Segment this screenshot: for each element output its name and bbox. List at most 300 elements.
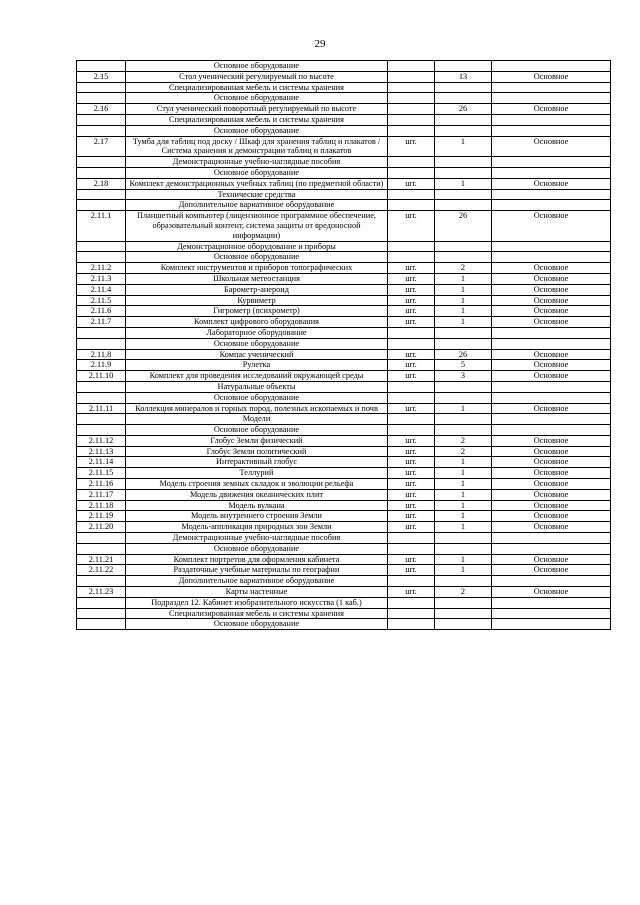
section-empty-cell	[492, 82, 611, 93]
section-row	[77, 576, 611, 587]
section-empty-cell	[77, 241, 126, 252]
table-row	[77, 522, 611, 533]
section-empty-cell	[77, 414, 126, 425]
item-name-cell: Глобус Земли политический	[126, 446, 388, 457]
item-quantity-cell: 13	[435, 71, 492, 82]
table-row	[77, 468, 611, 479]
item-unit-cell: шт.	[388, 178, 435, 189]
item-number-cell: 2.11.23	[77, 587, 126, 598]
item-quantity-cell: 1	[435, 306, 492, 317]
item-unit-cell: шт.	[388, 273, 435, 284]
item-type-cell: Основное	[492, 457, 611, 468]
item-name-cell: Комплект для проведения исследований окружающей среды	[126, 371, 388, 382]
section-empty-cell	[388, 381, 435, 392]
item-unit-cell: шт.	[388, 435, 435, 446]
item-type-cell: Основное	[492, 136, 611, 157]
section-row	[77, 338, 611, 349]
item-unit-cell: шт.	[388, 479, 435, 490]
section-row	[77, 200, 611, 211]
section-empty-cell	[492, 61, 611, 72]
item-unit-cell: шт.	[388, 554, 435, 565]
item-type-cell: Основное	[492, 349, 611, 360]
section-heading: Основное оборудование	[126, 167, 388, 178]
section-empty-cell	[492, 425, 611, 436]
table-row	[77, 500, 611, 511]
item-unit-cell: шт.	[388, 295, 435, 306]
item-number-cell: 2.11.4	[77, 284, 126, 295]
item-quantity-cell: 1	[435, 500, 492, 511]
section-empty-cell	[492, 327, 611, 338]
section-heading: Демонстрационные учебно-наглядные пособия	[126, 157, 388, 168]
section-empty-cell	[492, 597, 611, 608]
table-row	[77, 71, 611, 82]
item-number-cell: 2.11.17	[77, 489, 126, 500]
section-heading: Основное оборудование	[126, 93, 388, 104]
section-empty-cell	[388, 125, 435, 136]
item-quantity-cell: 26	[435, 211, 492, 241]
section-empty-cell	[492, 608, 611, 619]
item-number-cell: 2.11.21	[77, 554, 126, 565]
section-empty-cell	[77, 543, 126, 554]
section-empty-cell	[435, 167, 492, 178]
item-type-cell: Основное	[492, 489, 611, 500]
section-heading: Лабораторное оборудование	[126, 327, 388, 338]
table-row	[77, 457, 611, 468]
item-number-cell: 2.17	[77, 136, 126, 157]
item-quantity-cell: 26	[435, 104, 492, 115]
item-quantity-cell: 1	[435, 317, 492, 328]
section-empty-cell	[388, 252, 435, 263]
section-heading: Основное оборудование	[126, 252, 388, 263]
table-row	[77, 211, 611, 241]
section-row	[77, 414, 611, 425]
section-empty-cell	[388, 93, 435, 104]
section-empty-cell	[435, 576, 492, 587]
section-empty-cell	[435, 425, 492, 436]
item-unit-cell: шт.	[388, 349, 435, 360]
item-type-cell: Основное	[492, 511, 611, 522]
section-empty-cell	[388, 543, 435, 554]
item-unit-cell: шт.	[388, 263, 435, 274]
section-empty-cell	[388, 114, 435, 125]
section-empty-cell	[492, 157, 611, 168]
section-empty-cell	[435, 189, 492, 200]
section-empty-cell	[77, 114, 126, 125]
item-unit-cell: шт.	[388, 489, 435, 500]
section-heading: Специализированная мебель и системы хранения	[126, 82, 388, 93]
section-empty-cell	[77, 576, 126, 587]
item-number-cell: 2.11.6	[77, 306, 126, 317]
item-type-cell: Основное	[492, 435, 611, 446]
item-unit-cell: шт.	[388, 500, 435, 511]
section-empty-cell	[77, 425, 126, 436]
item-unit-cell: шт.	[388, 511, 435, 522]
item-number-cell: 2.11.11	[77, 403, 126, 414]
item-number-cell: 2.11.2	[77, 263, 126, 274]
page-number: 29	[314, 38, 326, 50]
section-empty-cell	[388, 61, 435, 72]
item-quantity-cell: 5	[435, 360, 492, 371]
section-empty-cell	[492, 167, 611, 178]
item-name-cell: Компас ученический	[126, 349, 388, 360]
section-empty-cell	[492, 543, 611, 554]
table-row	[77, 317, 611, 328]
section-empty-cell	[77, 597, 126, 608]
section-row	[77, 125, 611, 136]
item-quantity-cell: 1	[435, 136, 492, 157]
item-unit-cell: шт.	[388, 565, 435, 576]
item-type-cell: Основное	[492, 403, 611, 414]
section-empty-cell	[77, 61, 126, 72]
section-heading: Основное оборудование	[126, 543, 388, 554]
section-row	[77, 327, 611, 338]
table-row	[77, 306, 611, 317]
section-empty-cell	[435, 543, 492, 554]
item-unit-cell: шт.	[388, 522, 435, 533]
item-quantity-cell: 26	[435, 349, 492, 360]
table-row	[77, 435, 611, 446]
section-empty-cell	[492, 93, 611, 104]
section-row	[77, 597, 611, 608]
item-unit-cell: шт.	[388, 284, 435, 295]
section-empty-cell	[435, 414, 492, 425]
section-empty-cell	[77, 189, 126, 200]
section-row	[77, 608, 611, 619]
item-type-cell: Основное	[492, 104, 611, 115]
section-empty-cell	[77, 381, 126, 392]
item-name-cell: Модель движения океанических плит	[126, 489, 388, 500]
item-quantity-cell: 1	[435, 178, 492, 189]
item-name-cell: Комплект инструментов и приборов топографических	[126, 263, 388, 274]
section-empty-cell	[492, 338, 611, 349]
section-empty-cell	[388, 608, 435, 619]
table-row	[77, 371, 611, 382]
item-unit-cell: шт.	[388, 136, 435, 157]
section-empty-cell	[388, 576, 435, 587]
item-name-cell: Комплект демонстрационных учебных таблиц (по предметной области)	[126, 178, 388, 189]
section-empty-cell	[388, 597, 435, 608]
section-empty-cell	[492, 414, 611, 425]
table-row	[77, 178, 611, 189]
item-quantity-cell: 1	[435, 489, 492, 500]
item-type-cell: Основное	[492, 211, 611, 241]
section-row	[77, 425, 611, 436]
item-name-cell: Коллекция минералов и горных пород, полезных ископаемых и почв	[126, 403, 388, 414]
item-number-cell: 2.11.14	[77, 457, 126, 468]
item-type-cell: Основное	[492, 273, 611, 284]
item-type-cell: Основное	[492, 284, 611, 295]
section-heading: Дополнительное вариативное оборудование	[126, 200, 388, 211]
item-name-cell: Школьная метеостанция	[126, 273, 388, 284]
section-row	[77, 392, 611, 403]
section-row	[77, 61, 611, 72]
item-number-cell: 2.11.18	[77, 500, 126, 511]
item-quantity-cell: 2	[435, 435, 492, 446]
table-row	[77, 349, 611, 360]
item-quantity-cell: 1	[435, 468, 492, 479]
section-row	[77, 241, 611, 252]
section-row	[77, 252, 611, 263]
item-quantity-cell: 2	[435, 587, 492, 598]
item-name-cell: Тумба для таблиц под доску / Шкаф для хранения таблиц и плакатов / Система хранения и демонстрации таблиц и плакатов	[126, 136, 388, 157]
item-name-cell: Интерактивный глобус	[126, 457, 388, 468]
section-empty-cell	[77, 338, 126, 349]
item-name-cell: Рулетка	[126, 360, 388, 371]
section-empty-cell	[388, 425, 435, 436]
section-heading: Подраздел 12. Кабинет изобразительного искусства (1 каб.)	[126, 597, 388, 608]
item-unit-cell: шт.	[388, 403, 435, 414]
item-name-cell: Теллурий	[126, 468, 388, 479]
item-number-cell: 2.11.13	[77, 446, 126, 457]
item-quantity-cell: 1	[435, 403, 492, 414]
section-empty-cell	[388, 414, 435, 425]
section-row	[77, 114, 611, 125]
section-row	[77, 167, 611, 178]
item-name-cell: Гигрометр (психрометр)	[126, 306, 388, 317]
item-name-cell: Раздаточные учебные материалы по географии	[126, 565, 388, 576]
item-unit-cell: шт.	[388, 468, 435, 479]
item-number-cell: 2.11.15	[77, 468, 126, 479]
table-row	[77, 565, 611, 576]
item-type-cell: Основное	[492, 479, 611, 490]
item-type-cell: Основное	[492, 263, 611, 274]
item-number-cell: 2.11.5	[77, 295, 126, 306]
section-heading: Основное оборудование	[126, 125, 388, 136]
table-row	[77, 511, 611, 522]
item-type-cell: Основное	[492, 565, 611, 576]
item-number-cell: 2.15	[77, 71, 126, 82]
section-row	[77, 82, 611, 93]
table-row	[77, 273, 611, 284]
item-name-cell: Комплект портретов для оформления кабинета	[126, 554, 388, 565]
item-number-cell: 2.11.20	[77, 522, 126, 533]
table-row	[77, 554, 611, 565]
item-name-cell: Модель вулкана	[126, 500, 388, 511]
section-empty-cell	[435, 241, 492, 252]
item-unit-cell: шт.	[388, 587, 435, 598]
item-name-cell: Модель внутреннего строения Земли	[126, 511, 388, 522]
item-quantity-cell: 1	[435, 554, 492, 565]
section-empty-cell	[435, 327, 492, 338]
item-quantity-cell: 1	[435, 511, 492, 522]
section-empty-cell	[388, 167, 435, 178]
item-type-cell: Основное	[492, 71, 611, 82]
item-name-cell: Комплект цифрового оборудования	[126, 317, 388, 328]
section-empty-cell	[435, 619, 492, 630]
section-empty-cell	[435, 392, 492, 403]
section-empty-cell	[77, 619, 126, 630]
item-quantity-cell: 2	[435, 446, 492, 457]
item-type-cell: Основное	[492, 317, 611, 328]
item-name-cell: Глобус Земли физический	[126, 435, 388, 446]
item-quantity-cell: 1	[435, 457, 492, 468]
table-row	[77, 587, 611, 598]
item-number-cell: 2.11.22	[77, 565, 126, 576]
section-empty-cell	[77, 533, 126, 544]
section-empty-cell	[388, 82, 435, 93]
item-number-cell: 2.11.19	[77, 511, 126, 522]
item-quantity-cell: 1	[435, 565, 492, 576]
item-number-cell: 2.11.9	[77, 360, 126, 371]
item-number-cell: 2.18	[77, 178, 126, 189]
section-empty-cell	[388, 392, 435, 403]
item-type-cell: Основное	[492, 500, 611, 511]
section-empty-cell	[492, 392, 611, 403]
item-name-cell: Стол ученический регулируемый по высоте	[126, 71, 388, 82]
section-heading: Основное оборудование	[126, 425, 388, 436]
section-empty-cell	[388, 189, 435, 200]
section-empty-cell	[435, 533, 492, 544]
section-empty-cell	[435, 125, 492, 136]
section-empty-cell	[388, 157, 435, 168]
item-type-cell: Основное	[492, 587, 611, 598]
item-type-cell: Основное	[492, 522, 611, 533]
item-quantity-cell: 1	[435, 295, 492, 306]
section-heading: Дополнительное вариативное оборудование	[126, 576, 388, 587]
section-row	[77, 189, 611, 200]
section-empty-cell	[492, 252, 611, 263]
table-row	[77, 479, 611, 490]
table-row	[77, 263, 611, 274]
section-empty-cell	[435, 157, 492, 168]
section-empty-cell	[492, 533, 611, 544]
item-name-cell: Планшетный компьютер (лицензионное программное обеспечение, образовательный контент, система защиты от вредоносной информации)	[126, 211, 388, 241]
item-name-cell: Карты настенные	[126, 587, 388, 598]
item-type-cell: Основное	[492, 306, 611, 317]
item-name-cell: Курвиметр	[126, 295, 388, 306]
table-row	[77, 284, 611, 295]
section-heading: Специализированная мебель и системы хранения	[126, 114, 388, 125]
section-empty-cell	[388, 327, 435, 338]
item-type-cell: Основное	[492, 371, 611, 382]
section-empty-cell	[77, 200, 126, 211]
section-heading: Основное оборудование	[126, 61, 388, 72]
item-unit-cell: шт.	[388, 317, 435, 328]
item-number-cell: 2.11.7	[77, 317, 126, 328]
item-quantity-cell: 3	[435, 371, 492, 382]
section-heading: Специализированная мебель и системы хранения	[126, 608, 388, 619]
section-row	[77, 157, 611, 168]
section-empty-cell	[435, 82, 492, 93]
table-row	[77, 489, 611, 500]
section-heading: Натуральные объекты	[126, 381, 388, 392]
section-heading: Основное оборудование	[126, 619, 388, 630]
item-type-cell: Основное	[492, 468, 611, 479]
item-unit-cell	[388, 71, 435, 82]
equipment-table	[76, 60, 611, 630]
section-empty-cell	[388, 619, 435, 630]
item-unit-cell: шт.	[388, 371, 435, 382]
section-empty-cell	[492, 200, 611, 211]
item-number-cell: 2.11.10	[77, 371, 126, 382]
item-quantity-cell: 1	[435, 273, 492, 284]
item-number-cell: 2.16	[77, 104, 126, 115]
section-empty-cell	[435, 252, 492, 263]
section-empty-cell	[492, 576, 611, 587]
section-empty-cell	[388, 338, 435, 349]
section-empty-cell	[77, 608, 126, 619]
section-row	[77, 381, 611, 392]
section-empty-cell	[492, 189, 611, 200]
item-unit-cell: шт.	[388, 457, 435, 468]
section-empty-cell	[388, 533, 435, 544]
section-empty-cell	[435, 114, 492, 125]
section-heading: Демонстрационные учебно-наглядные пособия	[126, 533, 388, 544]
section-row	[77, 93, 611, 104]
item-unit-cell: шт.	[388, 306, 435, 317]
section-empty-cell	[492, 381, 611, 392]
section-empty-cell	[492, 114, 611, 125]
item-number-cell: 2.11.3	[77, 273, 126, 284]
section-empty-cell	[435, 597, 492, 608]
item-unit-cell: шт.	[388, 446, 435, 457]
section-empty-cell	[77, 125, 126, 136]
section-empty-cell	[388, 200, 435, 211]
item-name-cell: Модель-аппликация природных зон Земли	[126, 522, 388, 533]
item-unit-cell: шт.	[388, 211, 435, 241]
table-row	[77, 360, 611, 371]
section-row	[77, 543, 611, 554]
section-heading: Основное оборудование	[126, 392, 388, 403]
section-heading: Технические средства	[126, 189, 388, 200]
section-empty-cell	[435, 93, 492, 104]
table-row	[77, 295, 611, 306]
item-quantity-cell: 1	[435, 479, 492, 490]
item-name-cell: Стул ученический поворотный регулируемый по высоте	[126, 104, 388, 115]
section-empty-cell	[435, 61, 492, 72]
table-row	[77, 446, 611, 457]
section-empty-cell	[435, 608, 492, 619]
section-empty-cell	[388, 241, 435, 252]
section-empty-cell	[77, 157, 126, 168]
item-quantity-cell: 1	[435, 284, 492, 295]
item-number-cell: 2.11.16	[77, 479, 126, 490]
section-empty-cell	[77, 93, 126, 104]
table-row	[77, 104, 611, 115]
section-empty-cell	[492, 125, 611, 136]
section-row	[77, 533, 611, 544]
item-name-cell: Модель строения земных складок и эволюции рельефа	[126, 479, 388, 490]
section-empty-cell	[77, 252, 126, 263]
section-empty-cell	[435, 381, 492, 392]
item-quantity-cell: 1	[435, 522, 492, 533]
section-empty-cell	[77, 82, 126, 93]
item-type-cell: Основное	[492, 178, 611, 189]
table-row	[77, 136, 611, 157]
section-empty-cell	[77, 392, 126, 403]
section-heading: Основное оборудование	[126, 338, 388, 349]
item-type-cell: Основное	[492, 295, 611, 306]
equipment-table-body	[77, 61, 611, 630]
section-empty-cell	[492, 619, 611, 630]
item-number-cell: 2.11.12	[77, 435, 126, 446]
section-row	[77, 619, 611, 630]
item-type-cell: Основное	[492, 446, 611, 457]
item-unit-cell	[388, 104, 435, 115]
section-empty-cell	[435, 338, 492, 349]
item-number-cell: 2.11.8	[77, 349, 126, 360]
section-empty-cell	[435, 200, 492, 211]
section-empty-cell	[492, 241, 611, 252]
item-quantity-cell: 2	[435, 263, 492, 274]
item-number-cell: 2.11.1	[77, 211, 126, 241]
section-empty-cell	[77, 167, 126, 178]
section-empty-cell	[77, 327, 126, 338]
item-type-cell: Основное	[492, 554, 611, 565]
item-type-cell: Основное	[492, 360, 611, 371]
table-row	[77, 403, 611, 414]
item-name-cell: Барометр-анероид	[126, 284, 388, 295]
